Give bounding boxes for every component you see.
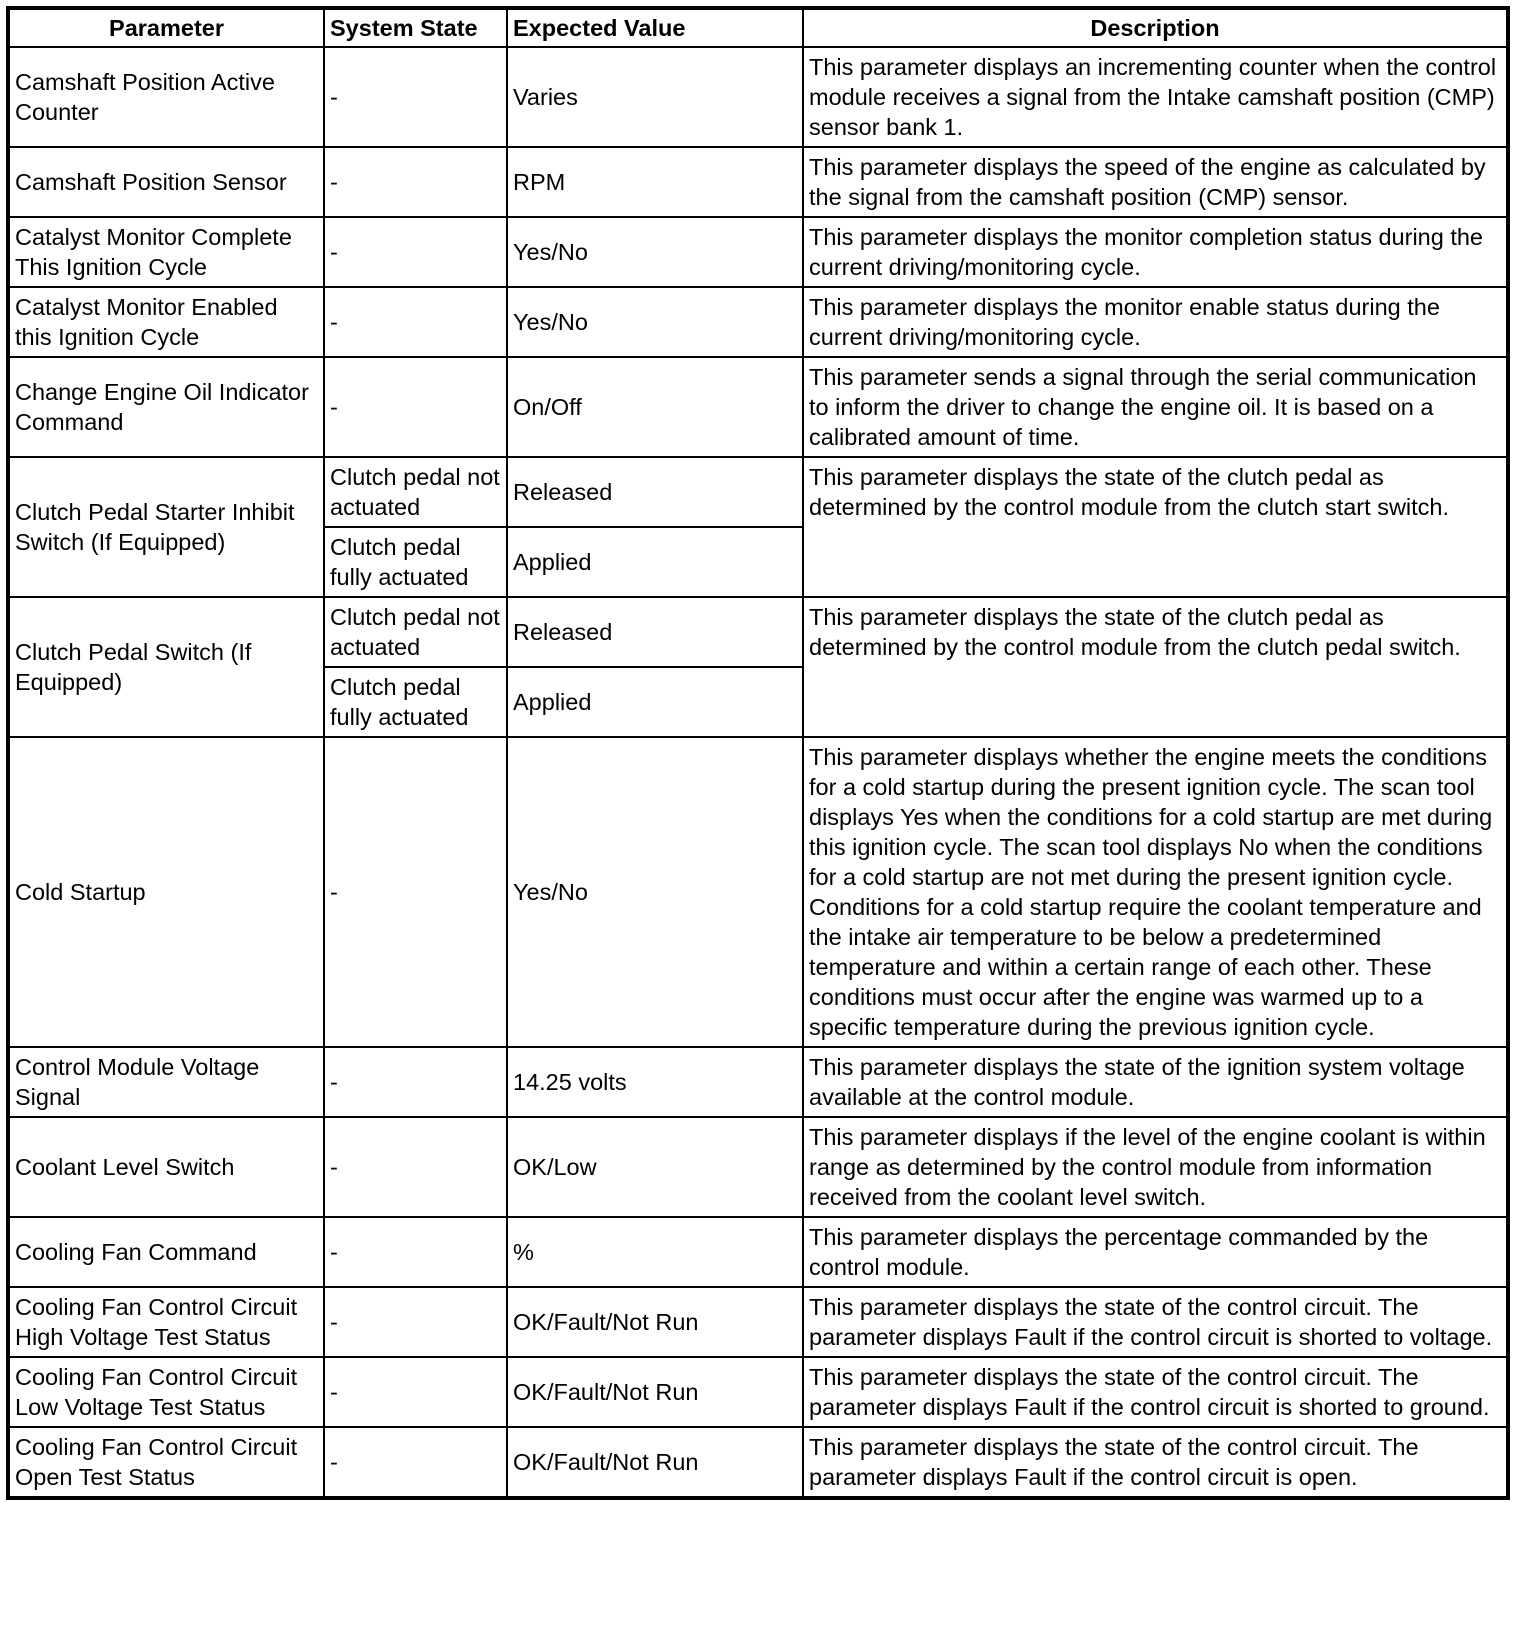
cell-system-state: -: [324, 357, 507, 457]
cell-system-state: Clutch pedal not actuated: [324, 597, 507, 667]
parameter-table: [6, 6, 1510, 1500]
cell-description: This parameter displays the state of the clutch pedal as determined by the control module from the clutch start switch.: [803, 457, 1508, 597]
cell-system-state: -: [324, 287, 507, 357]
cell-parameter: Catalyst Monitor Enabled this Ignition Cycle: [8, 287, 324, 357]
table-row: [8, 1287, 1508, 1357]
cell-system-state: Clutch pedal fully actuated: [324, 527, 507, 597]
cell-description: This parameter displays the state of the control circuit. The parameter displays Fault if the control circuit is shorted to ground.: [803, 1357, 1508, 1427]
cell-description: This parameter displays whether the engine meets the conditions for a cold startup during the present ignition cycle. The scan tool displays Yes when the conditions for a cold startup are met during this ignition cycle. The scan tool displays No when the conditions for a cold startup are not met during the present ignition cycle. Conditions for a cold startup require the coolant temperature and the intake air temperature to be below a predetermined temperature and within a certain range of each other. These conditions must occur after the engine was warmed up to a specific temperature during the previous ignition cycle.: [803, 737, 1508, 1047]
cell-parameter: Clutch Pedal Starter Inhibit Switch (If Equipped): [8, 457, 324, 597]
cell-parameter: Cooling Fan Command: [8, 1217, 324, 1287]
cell-parameter: Cold Startup: [8, 737, 324, 1047]
cell-description: This parameter displays the state of the control circuit. The parameter displays Fault if the control circuit is shorted to voltage.: [803, 1287, 1508, 1357]
cell-expected-value: 14.25 volts: [507, 1047, 803, 1117]
cell-system-state: -: [324, 737, 507, 1047]
cell-description: This parameter displays the percentage commanded by the control module.: [803, 1217, 1508, 1287]
cell-system-state: Clutch pedal fully actuated: [324, 667, 507, 737]
cell-system-state: -: [324, 1217, 507, 1287]
table-row: [8, 457, 1508, 527]
cell-expected-value: Applied: [507, 527, 803, 597]
cell-description: This parameter displays the state of the ignition system voltage available at the control module.: [803, 1047, 1508, 1117]
cell-description: This parameter displays the monitor completion status during the current driving/monitoring cycle.: [803, 217, 1508, 287]
cell-parameter: Cooling Fan Control Circuit Open Test Status: [8, 1427, 324, 1498]
cell-expected-value: RPM: [507, 147, 803, 217]
cell-parameter: Change Engine Oil Indicator Command: [8, 357, 324, 457]
cell-system-state: -: [324, 47, 507, 147]
table-row: [8, 357, 1508, 457]
cell-expected-value: Applied: [507, 667, 803, 737]
header-expected-value: Expected Value: [507, 8, 803, 47]
cell-parameter: Camshaft Position Active Counter: [8, 47, 324, 147]
cell-description: This parameter displays the monitor enable status during the current driving/monitoring cycle.: [803, 287, 1508, 357]
table-row: [8, 1047, 1508, 1117]
cell-system-state: -: [324, 1357, 507, 1427]
cell-expected-value: Varies: [507, 47, 803, 147]
cell-system-state: -: [324, 1117, 507, 1217]
cell-parameter: Camshaft Position Sensor: [8, 147, 324, 217]
table-row: [8, 287, 1508, 357]
cell-description: This parameter displays the state of the control circuit. The parameter displays Fault if the control circuit is open.: [803, 1427, 1508, 1498]
cell-expected-value: Released: [507, 597, 803, 667]
cell-expected-value: OK/Fault/Not Run: [507, 1427, 803, 1498]
cell-description: This parameter displays the state of the clutch pedal as determined by the control module from the clutch pedal switch.: [803, 597, 1508, 737]
header-row: [8, 8, 1508, 47]
table-row: [8, 737, 1508, 1047]
cell-expected-value: %: [507, 1217, 803, 1287]
cell-parameter: Cooling Fan Control Circuit Low Voltage Test Status: [8, 1357, 324, 1427]
cell-parameter: Coolant Level Switch: [8, 1117, 324, 1217]
table-row: [8, 147, 1508, 217]
cell-expected-value: Yes/No: [507, 737, 803, 1047]
table-row: [8, 1217, 1508, 1287]
cell-parameter: Cooling Fan Control Circuit High Voltage Test Status: [8, 1287, 324, 1357]
cell-expected-value: OK/Fault/Not Run: [507, 1287, 803, 1357]
cell-description: This parameter displays the speed of the engine as calculated by the signal from the camshaft position (CMP) sensor.: [803, 147, 1508, 217]
table-row: [8, 47, 1508, 147]
cell-system-state: -: [324, 1287, 507, 1357]
header-parameter: Parameter: [8, 8, 324, 47]
cell-expected-value: OK/Low: [507, 1117, 803, 1217]
table-row: [8, 1117, 1508, 1217]
cell-expected-value: OK/Fault/Not Run: [507, 1357, 803, 1427]
cell-parameter: Clutch Pedal Switch (If Equipped): [8, 597, 324, 737]
cell-description: This parameter sends a signal through the serial communication to inform the driver to change the engine oil. It is based on a calibrated amount of time.: [803, 357, 1508, 457]
cell-system-state: -: [324, 1427, 507, 1498]
cell-expected-value: Yes/No: [507, 287, 803, 357]
cell-system-state: -: [324, 217, 507, 287]
cell-expected-value: Released: [507, 457, 803, 527]
cell-system-state: Clutch pedal not actuated: [324, 457, 507, 527]
cell-parameter: Control Module Voltage Signal: [8, 1047, 324, 1117]
header-description: Description: [803, 8, 1508, 47]
cell-expected-value: Yes/No: [507, 217, 803, 287]
cell-description: This parameter displays if the level of the engine coolant is within range as determined by the control module from information received from the coolant level switch.: [803, 1117, 1508, 1217]
header-system-state: System State: [324, 8, 507, 47]
table-row: [8, 1357, 1508, 1427]
cell-system-state: -: [324, 147, 507, 217]
table-row: [8, 1427, 1508, 1498]
cell-expected-value: On/Off: [507, 357, 803, 457]
cell-parameter: Catalyst Monitor Complete This Ignition Cycle: [8, 217, 324, 287]
cell-system-state: -: [324, 1047, 507, 1117]
cell-description: This parameter displays an incrementing counter when the control module receives a signal from the Intake camshaft position (CMP) sensor bank 1.: [803, 47, 1508, 147]
table-row: [8, 217, 1508, 287]
table-row: [8, 597, 1508, 667]
